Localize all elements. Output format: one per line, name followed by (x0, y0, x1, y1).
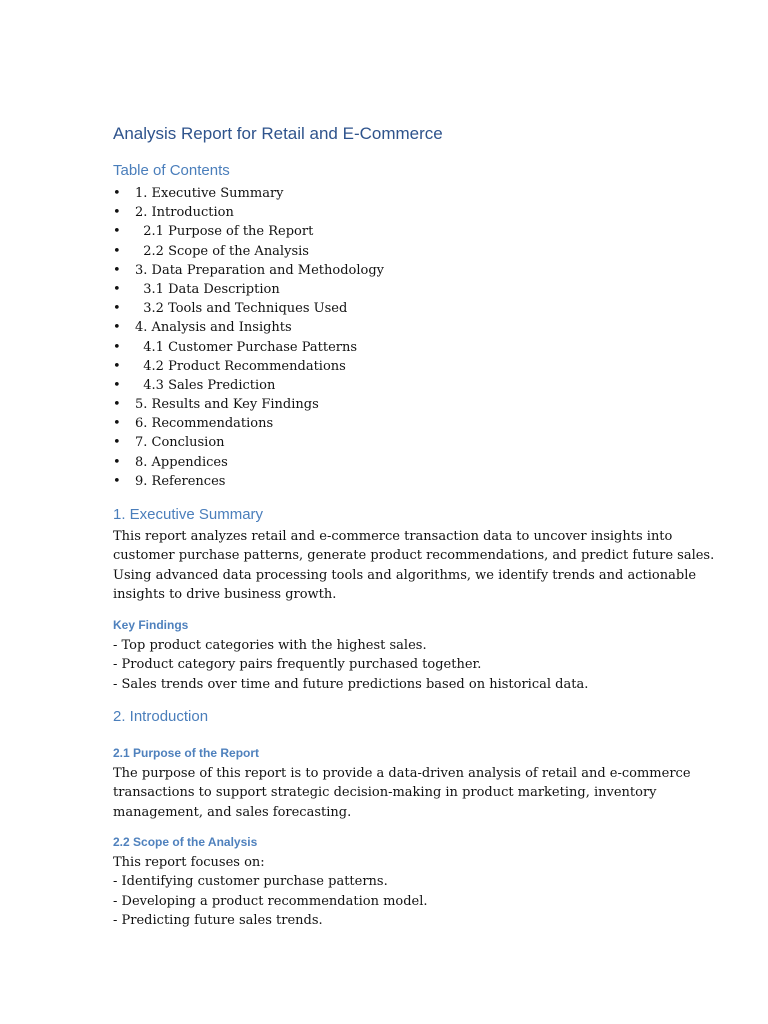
key-findings-heading: Key Findings (113, 618, 189, 632)
purpose-paragraph: The purpose of this report is to provide a data-driven analysis of retail and e-commerce transactions to support strategic decision-making in product marketing, inventory management, and sales forecasting. (113, 766, 691, 820)
bullet-icon: • (113, 243, 121, 259)
bullet-icon: • (113, 262, 121, 278)
bullet-icon: • (113, 281, 121, 297)
bullet-icon: • (113, 186, 121, 201)
bullet-icon: • (113, 397, 121, 413)
document-title: Analysis Report for Retail and E-Commerce (113, 124, 443, 143)
bullet-icon: • (113, 339, 121, 355)
executive-summary-heading: 1. Executive Summary (113, 506, 264, 523)
bullet-icon: • (113, 377, 121, 393)
toc-heading: Table of Contents (113, 162, 230, 179)
scope-heading: 2.2 Scope of the Analysis (113, 835, 258, 849)
introduction-heading: 2. Introduction (113, 708, 209, 725)
key-findings-list: - Top product categories with the highest sales. - Product category pairs frequently purchased together. - Sales trends over time and future predictions based on historical data. (113, 638, 589, 692)
bullet-icon: • (113, 320, 121, 336)
bullet-icon: • (113, 454, 121, 470)
purpose-heading: 2.1 Purpose of the Report (113, 746, 260, 760)
bullet-icon: • (113, 358, 121, 374)
bullet-icon: • (113, 435, 121, 451)
scope-paragraph: This report focuses on: - Identifying customer purchase patterns. - Developing a product recommendation model. - Predicting future sales trends. (113, 855, 428, 928)
bullet-icon: • (113, 473, 121, 489)
executive-summary-paragraph: This report analyzes retail and e-commerce transaction data to uncover insights into customer purchase patterns, generate product recommendations, and predict future sales. Using advanced data processing tools and algorithms, we identify trends and actionable insights to drive business growth. (113, 529, 715, 602)
bullet-icon: • (113, 416, 121, 432)
bullet-icon: • (113, 224, 121, 240)
bullet-icon: • (113, 301, 121, 317)
bullet-icon: • (113, 205, 121, 221)
